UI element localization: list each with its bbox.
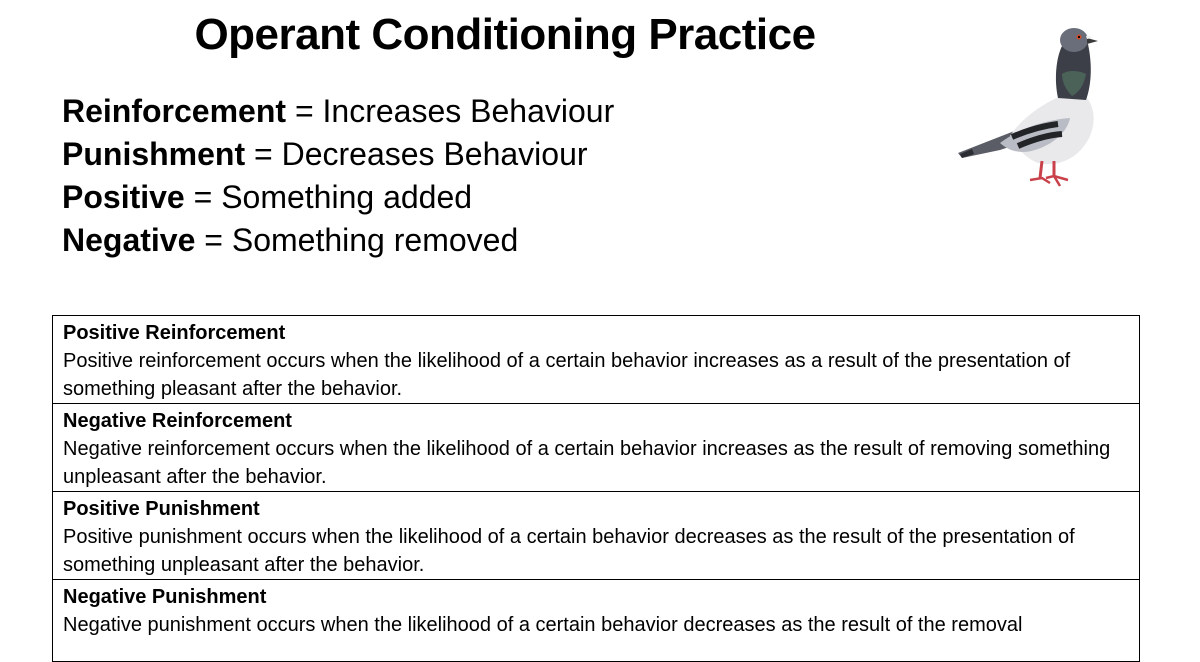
definition-negative xyxy=(62,219,614,262)
definitions-list xyxy=(62,90,614,262)
definition-meaning: Something added xyxy=(221,179,473,215)
table-row xyxy=(53,316,1140,404)
definition-punishment xyxy=(62,133,614,176)
definition-meaning: Something removed xyxy=(231,222,519,258)
row-text: Positive punishment occurs when the likelihood of a certain behavior decreases as the result of the presentation of something unpleasant after the behavior. xyxy=(63,526,1075,576)
table-cell xyxy=(53,404,1140,492)
definition-meaning: Increases Behaviour xyxy=(322,93,615,129)
table-cell xyxy=(53,316,1140,404)
pigeon-icon xyxy=(950,18,1110,198)
definition-term: Reinforcement xyxy=(62,93,287,129)
definitions-table xyxy=(52,315,1140,662)
row-text: Negative punishment occurs when the likelihood of a certain behavior decreases as the result of the removal xyxy=(63,614,1023,636)
row-text: Negative reinforcement occurs when the likelihood of a certain behavior increases as the result of removing something unpleasant after the behavior. xyxy=(63,438,1111,488)
definition-term: Negative xyxy=(62,222,196,258)
definition-term: Punishment xyxy=(62,136,246,172)
definition-reinforcement xyxy=(62,90,614,133)
definition-separator: = xyxy=(286,93,323,129)
row-title: Negative Punishment xyxy=(63,586,267,608)
definition-term: Positive xyxy=(62,179,185,215)
table-row xyxy=(53,580,1140,662)
definition-separator: = xyxy=(245,136,282,172)
definition-separator: = xyxy=(184,179,222,215)
definition-positive xyxy=(62,176,614,219)
page-title: Operant Conditioning Practice xyxy=(194,10,816,59)
definition-separator: = xyxy=(195,222,232,258)
definition-meaning: Decreases Behaviour xyxy=(281,136,588,172)
table-row xyxy=(53,492,1140,580)
row-title: Negative Reinforcement xyxy=(63,410,292,432)
table-cell xyxy=(53,580,1140,662)
row-title: Positive Punishment xyxy=(63,498,260,520)
row-text: Positive reinforcement occurs when the likelihood of a certain behavior increases as a result of the presentation of something pleasant after the behavior. xyxy=(63,350,1071,400)
table-cell xyxy=(53,492,1140,580)
row-title: Positive Reinforcement xyxy=(63,322,286,344)
table-row xyxy=(53,404,1140,492)
pigeon-image xyxy=(950,18,1110,198)
